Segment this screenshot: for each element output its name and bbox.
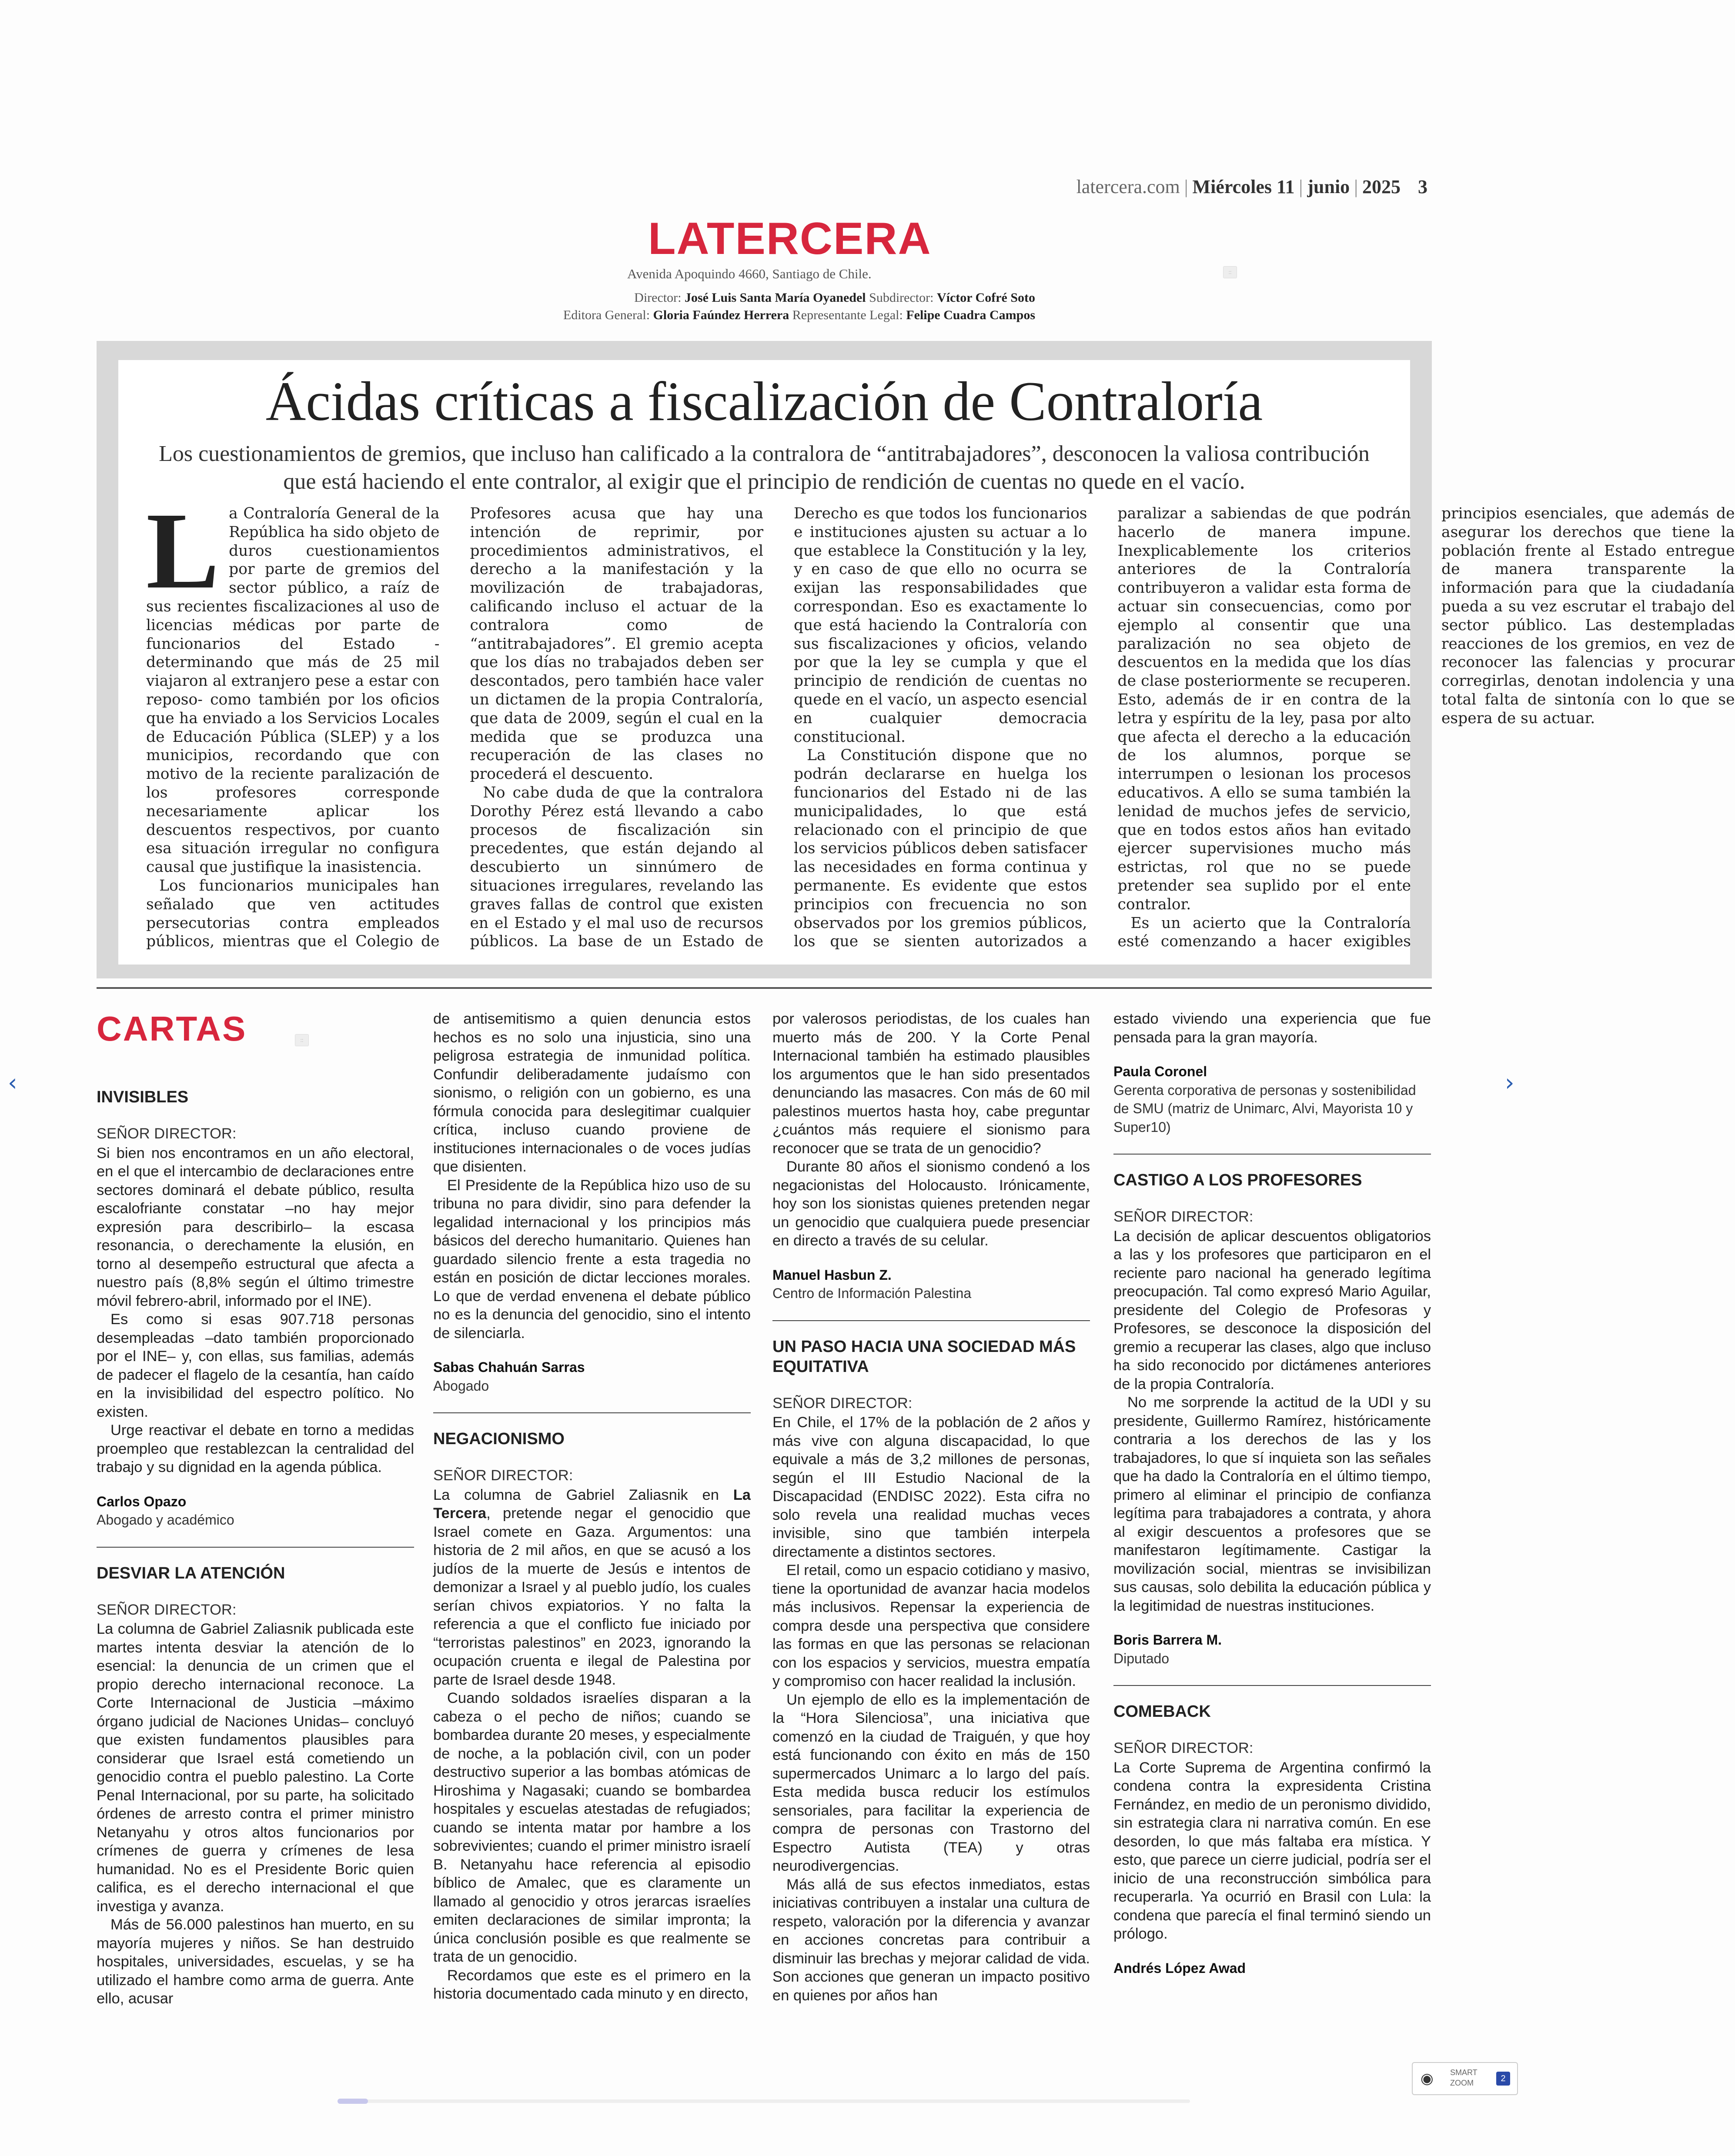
letter-signature: Carlos Opazo <box>97 1493 187 1509</box>
letter-salutation: SEÑOR DIRECTOR: <box>97 1601 237 1618</box>
address: Avenida Apoquindo 4660, Santiago de Chile. <box>627 266 872 281</box>
letter-author-role: Centro de Información Palestina <box>772 1285 972 1301</box>
letter-author-role: Abogado y académico <box>97 1512 234 1528</box>
editorial-subtitle: Los cuestionamientos de gremios, que incluso han calificado a la contralora de “antitrabajadores”, desconocen la valiosa contribución que está haciendo el ente contralor, al exigir que el principio de rendición de cuentas no quede en el vacío. <box>159 441 1370 494</box>
letter-paragraph: La columna de Gabriel Zaliasnik publicada este martes intenta desviar la atención de lo esencial: la denuncia de un crimen que el propio derecho internacional reconoce. La Corte Internacional de Justicia –máximo órgano judicial de Naciones Unidas– concluyó que existen fundamentos plausibles para considerar que Israel está cometiendo un genocidio contra el pueblo palestino. La Corte Penal Internacional, por su parte, ha solicitado órdenes de arresto contra el primer ministro Netanyahu y otros altos funcionarios por crímenes de guerra y crímenes de lesa humanidad. No es el Presidente Boric quien califica, es el derecho internacional el que investiga y avanza. <box>97 1621 414 1915</box>
director-name: José Luis Santa María Oyanedel <box>684 290 866 305</box>
letter-signature: Boris Barrera M. <box>1113 1632 1222 1648</box>
letter-paragraph: La columna de Gabriel Zaliasnik en La Tercera, pretende negar el genocidio que Israel comete en Gaza. Argumentos: una historia de 2 mil años, en que se acusó a los judíos de la muerte de Jesús e intentos de demonizar a Israel y al pueblo judío, los cuales serían chivos expiatorios. Y no falta la referencia a que el conflicto fue iniciado por “terroristas palestinos” en 2023, ignorando la ocupación cruenta e ilegal de Palestina por parte de Israel desde 1948. <box>433 1486 751 1688</box>
letter-title: NEGACIONISMO <box>433 1430 565 1448</box>
letter-paragraph: Recordamos que este es el primero en la historia documentado cada minuto y en directo, <box>433 1967 751 2002</box>
letter-paragraph: Es como si esas 907.718 personas desempleadas –dato también proporcionado por el INE– y, con ellas, sus familias, además de padecer el flagelo de la cesantía, han caído en la invisibilidad del espectro político. No existen. <box>97 1311 414 1420</box>
editorial-paragraph: La Contraloría General de la República ha sido objeto de duros cuestionamientos por parte de gremios del sector público, a raíz de sus recientes fiscalizaciones al uso de licencias médicas por parte de funcionarios del Estado -determinando que más de 25 mil viajaron al extranjero pese a estar con reposo- como también por los oficios que ha enviado a los Servicios Locales de Educación Pública (SLEP) y a los municipios, recordando que con motivo de la reciente paralización de los profesores corresponde necesariamente aplicar los descuentos respectivos, por cuanto esa situación irregular no configura causal que justifique la inasistencia. <box>146 490 440 876</box>
eye-icon: ◉ <box>1421 2070 1434 2087</box>
horizontal-scrollbar[interactable] <box>338 2099 1190 2103</box>
date-day: Miércoles 11 <box>1192 176 1295 197</box>
letter-paragraph: Urge reactivar el debate en torno a medidas proempleo que restablezcan la centralidad del trabajo y su dignidad en la agenda pública. <box>97 1422 414 1475</box>
letter-title: INVISIBLES <box>97 1088 189 1106</box>
newspaper-name: La Tercera <box>433 1486 751 1522</box>
smart-zoom-label: SMART ZOOM <box>1450 2068 1478 2087</box>
letters-column-2 <box>433 1010 751 2003</box>
date-month: junio <box>1307 176 1350 197</box>
letter-paragraph: La decisión de aplicar descuentos obligatorios a las y los profesores que participaron en el reciente paro nacional ha generado legítima preocupación. Tal como expresó Mario Aguilar, presidente del Colegio de Profesoras y Profesores, se desconoce la disposición del gremio a recuperar las clases, algo que incluso ha sido reconocido por dictámenes anteriores de la propia Contraloría. <box>1113 1228 1431 1392</box>
letter-signature: Paula Coronel <box>1113 1064 1207 1079</box>
drop-cap: L <box>146 490 220 611</box>
site-url: latercera.com <box>1076 176 1180 197</box>
letters-column-4 <box>1113 1010 1431 1977</box>
letter-paragraph: La Corte Suprema de Argentina confirmó la condena contra la expresidenta Cristina Fernández, en medio de un peronismo dividido, sin estrategia clara ni narrativa común. En ese desorden, lo que más faltaba era mística. Y esto, que parece un cierre judicial, podría ser el inicio de una reconstrucción simbólica para recuperarla. Ya ocurrió en Brasil con Lula: la condena que parecía el final terminó siendo un prólogo. <box>1113 1759 1431 1942</box>
editorial-paragraph: Es un acierto que la Contraloría esté comenzando a hacer exigibles principios esenciales, que además de asegurar los derechos que tiene la población frente al Estado entregue de manera transparente la información para que la ciudadanía pueda a su vez escrutar el trabajo del sector público. Las destempladas reacciones de los gremios, en vez de reconocer las falencias y procurar corregirlas, denotan indolencia y una total falta de sintonía con lo que se espera de su actuar. <box>1117 505 1735 951</box>
letter-signature: Manuel Hasbun Z. <box>772 1267 892 1283</box>
letter-divider <box>1113 1685 1431 1686</box>
letter-author-role: Abogado <box>433 1378 489 1394</box>
newspaper-logo: LATERCERA <box>648 214 932 264</box>
letter-title: DESVIAR LA ATENCIÓN <box>97 1564 285 1582</box>
editora-name: Gloria Faúndez Herrera <box>653 308 789 322</box>
letter-paragraph: No me sorprende la actitud de la UDI y su presidente, Guillermo Ramírez, históricamente contraria a los derechos de las y los trabajadores, lo que sí inquieta son las señales que ha dado la Contraloría en el último tiempo, primero al eliminar el principio de confianza legítima para trabajadores a contrata, y ahora al exigir descuentos a profesores que se manifestaron legítimamente. Castigar la movilización social, mientras se invisibilizan sus causas, solo debilita la educación pública y la legitimidad de nuestras instituciones. <box>1113 1394 1431 1614</box>
letter-divider <box>433 1412 751 1413</box>
editorial-title: Ácidas críticas a fiscalización de Contraloría <box>265 370 1263 432</box>
share-icon[interactable]: :: <box>295 1034 309 1046</box>
letter-paragraph: Más allá de sus efectos inmediatos, estas iniciativas contribuyen a instalar una cultura de respeto, valoración por la diferencia y avanzar en acciones concretas para contribuir a disminuir las brechas y mejorar calidad de vida. Son acciones que generan un impacto positivo en quienes por años han <box>772 1876 1090 2004</box>
scrollbar-thumb[interactable] <box>338 2099 368 2104</box>
date-year: 2025 <box>1362 176 1401 197</box>
letter-paragraph: El retail, como un espacio cotidiano y masivo, tiene la oportunidad de avanzar hacia modelos más inclusivos. Repensar la experiencia de compra desde una perspectiva que considere las formas en que las personas se relacionan con los espacios y servicios, muestra empatía y compromiso con hacer realidad la inclusión. <box>772 1562 1090 1689</box>
previous-page-icon[interactable]: ‹ <box>8 1069 17 1096</box>
letter-signature: Andrés López Awad <box>1113 1960 1246 1976</box>
letter-paragraph: por valerosos periodistas, de los cuales han muerto más de 200. Y la Corte Penal Internacional también ha estimado plausibles los argumentos que le han sido presentados denunciando las masacres. Con más de 60 mil palestinos muertos hasta hoy, cabe preguntar ¿cuántos más requiere el sionismo para reconocer que se trata de un genocidio? <box>772 1011 1090 1157</box>
subdirector-name: Víctor Cofré Soto <box>936 290 1035 305</box>
page-header-info: latercera.com | Miércoles 11 | junio | 2025 3 <box>1076 176 1427 197</box>
letter-paragraph: Si bien nos encontramos en un año electoral, en el que el intercambio de declaraciones entre sectores dominará el debate público, resulta escalofriante constatar –no hay mejor expresión para describirlo– la escasa resonancia, o derechamente la elusión, en torno al desempeño estructural que afecta a nuestro país (8,8% según el último trimestre móvil febrero-abril, informado por el INE). <box>97 1145 414 1309</box>
smart-zoom-button[interactable] <box>1412 2062 1518 2095</box>
share-icon[interactable]: :: <box>1223 266 1237 278</box>
staff-line-1: Director: José Luis Santa María Oyanedel Subdirector: Víctor Cofré Soto <box>634 290 1035 305</box>
editorial-paragraph: No cabe duda de que la contralora Dorothy Pérez está llevando a cabo procesos de fiscalización sin precedentes, que están dejando al descubierto un sinnúmero de situaciones irregulares, revelando las graves fallas de control que existen en el Estado y el mal uso de recursos públicos. La base de un Estado de Derecho es que todos los funcionarios e instituciones ajusten su actuar a lo que establece la Constitución y la ley, y en caso de que ello no ocurra se exijan las responsabilidades que correspondan. Eso es exactamente lo que está haciendo la Contraloría con sus fiscalizaciones y oficios, velando por que la ley se cumpla y que el principio de rendición de cuentas no quede en el vacío, un aspecto esencial en cualquier democracia constitucional. <box>470 505 1087 951</box>
letter-salutation: SEÑOR DIRECTOR: <box>433 1467 573 1484</box>
editorial-paragraph: Los funcionarios municipales han señalado que ven actitudes persecutorias contra empleados públicos, mientras que el Colegio de Profesores acusa que hay una intención de reprimir, por procedimientos administrativos, el derecho a la manifestación y la movilización de trabajadoras, calificando incluso el actuar de la contralora como de “antitrabajadores”. El gremio acepta que los días no trabajados deben ser descontados, pero también hace valer un dictamen de la propia Contraloría, que data de 2009, según el cual en la medida que se produzca una recuperación de las clases no procederá el descuento. <box>146 505 763 951</box>
letter-title: CASTIGO A LOS PROFESORES <box>1113 1171 1362 1189</box>
letter-signature: Sabas Chahuán Sarras <box>433 1359 585 1375</box>
letter-paragraph: Cuando soldados israelíes disparan a la cabeza o el pecho de niños; cuando se bombardea durante 20 meses, y especialmente de noche, a la población civil, con un poder destructivo superior a las bombas atómicas de Hiroshima y Nagasaki; cuando se bombardea hospitales y escuelas atestadas de refugiados; cuando se intenta matar por hambre a los sobrevivientes; cuando el primer ministro israelí B. Netanyahu hace referencia al episodio bíblico de Amalec, que es claramente un llamado al genocidio y otros jerarcas israelíes emiten declaraciones de similar impronta; la única conclusión posible es que realmente se trata de un genocidio. <box>433 1690 751 1965</box>
zoom-level-badge: 2 <box>1496 2072 1510 2086</box>
letter-divider <box>772 1320 1090 1321</box>
letter-paragraph: En Chile, el 17% de la población de 2 años y más vive con alguna discapacidad, lo que equivale a más de 3,2 millones de personas, según el III Estudio Nacional de la Discapacidad (ENDISC 2022). Esta cifra no solo revela una realidad muchas veces invisible, sino que también interpela directamente a distintos sectores. <box>772 1414 1090 1560</box>
letters-column-1 <box>97 1087 414 2008</box>
letter-salutation: SEÑOR DIRECTOR: <box>1113 1740 1254 1756</box>
next-page-icon[interactable]: › <box>1505 1069 1514 1096</box>
letter-paragraph: Un ejemplo de ello es la implementación de la “Hora Silenciosa”, una iniciativa que comenzó en la ciudad de Traiguén, y que hoy está funcionando con éxito en más de 150 supermercados Unimarc a lo largo del país. Esta medida busca reducir los estímulos sensoriales, para facilitar la experiencia de compra de personas con Trastorno del Espectro Autista (TEA) y otras neurodivergencias. <box>772 1691 1090 1874</box>
letter-paragraph: de antisemitismo a quien denuncia estos hechos es no solo una injusticia, sino una peligrosa estrategia de inmunidad política. Confundir deliberadamente judaísmo con sionismo, o religión con un gobierno, es una fórmula conocida para deslegitimar cualquier crítica, incluso cuando proviene de instituciones internacionales o de voces judías que disienten. <box>433 1011 751 1175</box>
letter-author-role: Diputado <box>1113 1650 1170 1666</box>
letter-title: COMEBACK <box>1113 1702 1211 1721</box>
staff-line-2: Editora General: Gloria Faúndez Herrera Representante Legal: Felipe Cuadra Campos <box>563 308 1035 322</box>
section-divider <box>97 987 1432 989</box>
letter-divider <box>1113 1154 1431 1155</box>
letter-paragraph: Más de 56.000 palestinos han muerto, en su mayoría mujeres y niños. Se han destruido hospitales, universidades, escuelas, y se ha utilizado el hambre como arma de guerra. Ante ello, acusar <box>97 1916 414 2007</box>
letter-salutation: SEÑOR DIRECTOR: <box>772 1395 913 1412</box>
page-number: 3 <box>1418 176 1427 197</box>
letter-paragraph: El Presidente de la República hizo uso de su tribuna no para dividir, sino para defender la legalidad internacional y los principios más básicos del derecho humanitario. Quienes han guardado silencio frente a esta tragedia no están en posición de dictar lecciones morales. Lo que de verdad envenena el debate público no es la denuncia del genocidio, sino el intento de silenciarla. <box>433 1177 751 1342</box>
letters-column-3 <box>772 1010 1090 2005</box>
letter-salutation: SEÑOR DIRECTOR: <box>97 1125 237 1142</box>
letter-paragraph: Durante 80 años el sionismo condenó a los negacionistas del Holocausto. Irónicamente, hoy son los sionistas quienes pretenden negar un genocidio que cualquiera puede presenciar en directo a través de su celular. <box>772 1158 1090 1249</box>
letter-paragraph: estado viviendo una experiencia que fue pensada para la gran mayoría. <box>1113 1011 1431 1046</box>
letter-salutation: SEÑOR DIRECTOR: <box>1113 1208 1254 1225</box>
legal-rep-name: Felipe Cuadra Campos <box>906 308 1035 322</box>
editorial-body <box>146 490 1735 956</box>
letter-title: UN PASO HACIA UNA SOCIEDAD MÁS EQUITATIVA <box>772 1337 1076 1376</box>
section-title-cartas: CARTAS <box>97 1009 247 1048</box>
editorial-paragraph: La Constitución dispone que no podrán declararse en huelga los funcionarios del Estado ni de las municipalidades, lo que está relacionado con el principio de que los servicios públicos deben satisfacer las necesidades en forma continua y permanente. Es evidente que estos principios con frecuencia no son observados por los gremios públicos, los que se sienten autorizados a paralizar a sabiendas de que podrán hacerlo de manera impune. Inexplicablemente los criterios anteriores de la Contraloría contribuyeron a validar esta forma de actuar sin consecuencias, como por ejemplo al consentir que una paralización no sea objeto de descuentos en la medida que los días de clase posteriormente se recuperen. Esto, además de ir en contra de la letra y espíritu de la ley, pasa por alto que afecta el derecho a la educación de los alumnos, porque se interrumpen o lesionan los procesos educativos. A ello se suma también la lenidad de muchos jefes de servicio, que en todos estos años han evitado ejercer supervisiones mucho más estrictas, rol que no se puede pretender sea suplido por el ente contralor. <box>794 505 1411 951</box>
letter-divider <box>97 1547 414 1548</box>
letter-author-role: Gerenta corporativa de personas y sostenibilidad de SMU (matriz de Unimarc, Alvi, Mayorista 10 y Super10) <box>1113 1082 1416 1135</box>
